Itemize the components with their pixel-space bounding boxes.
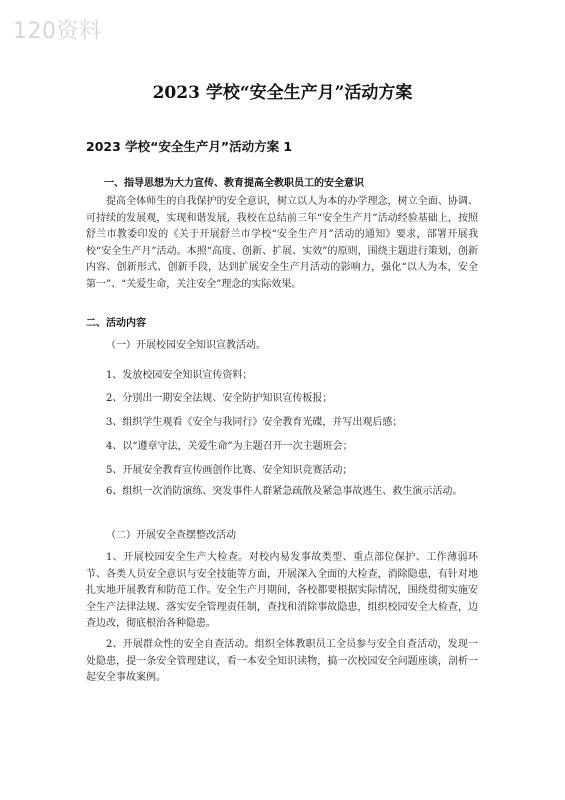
list-item: 1、发放校园安全知识宣传资料；	[106, 370, 253, 381]
watermark-logo: 120资料	[13, 19, 102, 44]
list-item: 4、以“遵章守法，关爱生命”为主题召开一次主题班会；	[106, 441, 353, 452]
section1-heading: 一、指导思想为大力宣传、教育提高全教职员工的安全意识	[104, 178, 364, 189]
list-item: 2、分別出一期安全法规、安全防护知识宣传板报；	[106, 393, 333, 404]
list-item: 6、组织一次消防演练、突发事件人群紧急疏散及紧急事故逃生、救生演示活动。	[106, 486, 463, 497]
section1-paragraph: 提高全体师生的自我保护的安全意识，树立以人为本的办学理念，树立全面、协调、可持续的发展观，实现和谐发展，我校在总结前三年“安全生产月”活动经验基础上，按照舒兰市教委印发的《关于开展舒兰市学校“安全生产月”活动的通知》要求，部署开展我校“安全生产月”活动。本照“高度、创新、扩展、实效”的原则，围绕主题进行策划，创新内容、创新形式、创新手段，达到扩展安全生产月活动的影响力，强化“以人为本，安全第一”、“关爱生命，关注安全”理念的实际效果。	[86, 196, 478, 290]
document-title: 2023 学校“安全生产月”活动方案	[152, 83, 413, 103]
part2-paragraph-2: 2、开展群众性的安全自查活动。组织全体教职员工全员参与安全自查活动，发现一处隐患，提一条安全管理建议，看一本安全知识读物，搞一次校园安全问题座谈，剖析一起安全事故案例。	[86, 639, 478, 684]
part2-heading: （二）开展安全查摆整改活动	[106, 530, 236, 541]
list-item: 5、开展安全教育宣传画创作比赛、安全知识竞赛活动；	[106, 465, 353, 476]
list-item: 3、组织学生观看《安全与我同行》安全教育光碟，并写出观后感；	[106, 417, 403, 428]
part2-paragraph-1: 1、开展校园安全生产大检查。对校内易发事故类型、重点部位保护、工作薄弱环节、各类人员安全意识与安全技能等方面，开展深入全面的大检查，消除隐患，有针对地扎实地开展教育和防范工作。安全生产月期间，各校都要根据实际情况，围绕贯彻实施安全生产法律法规、落实安全管理责任制，查找和消除事故隐患，组织校园安全大检查，边查边改，彻底根治各种隐患。	[86, 552, 478, 630]
part1-heading: （一）开展校园安全知识宣教活动。	[106, 340, 266, 351]
section2-heading: 二、活动内容	[86, 318, 146, 329]
section-subtitle: 2023 学校“安全生产月”活动方案 1	[86, 139, 293, 154]
